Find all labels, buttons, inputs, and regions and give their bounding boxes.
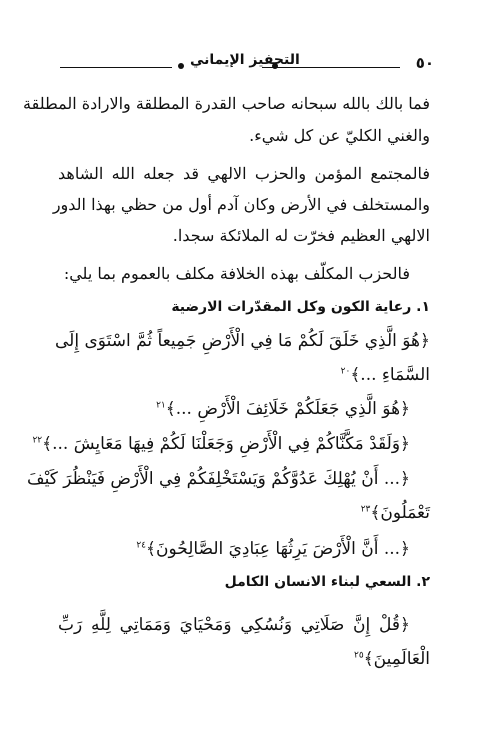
verse-20-text: السَّمَاءِ ...﴾ xyxy=(350,365,430,385)
footnote-ref-23: ٢٣ xyxy=(360,504,371,515)
footnote-ref-21: ٢١ xyxy=(156,400,166,411)
footnote-ref-22: ٢٢ xyxy=(32,435,43,446)
section-2-heading: ٢. السعي لبناء الانسان الكامل xyxy=(224,574,430,590)
verse-22-text: ﴿وَلَقَدْ مَكَّنَّاكُمْ فِي الْأَرْضِ وَجَعَلْنَا لَكُمْ فِيهَا مَعَايِشَ ...﴾ xyxy=(42,434,410,454)
paragraph-2-line-2: والمستخلف في الأرض وكان آدم أول من حظي بهذا الدور xyxy=(52,195,430,214)
footnote-ref-24: ٢٤ xyxy=(136,540,147,551)
verse-24-text: ﴿... أَنَّ الْأَرْضَ يَرِثُهَا عِبَادِيَ الصَّالِحُونَ﴾ xyxy=(146,539,410,559)
paragraph-2-line-1: فالمجتمع المؤمن والحزب الالهي قد جعله الله الشاهد xyxy=(58,164,430,183)
paragraph-1-line-2: والغني الكليّ عن كل شيء. xyxy=(249,126,430,145)
verse-25-line-1: ﴿قُلْ إِنَّ صَلَاتِي وَنُسُكِي وَمَحْيَايَ وَمَمَاتِي لِلَّهِ رَبِّ xyxy=(58,615,410,635)
verse-20-line-2 xyxy=(58,364,430,385)
verse-23-line-2 xyxy=(58,502,430,523)
paragraph-2-line-3: الالهي العظيم فخرّت له الملائكة سجدا. xyxy=(172,226,430,245)
running-header xyxy=(60,52,434,76)
verse-25-text: الْعَالَمِينَ﴾ xyxy=(363,649,430,669)
running-title: التحفيز الإيماني xyxy=(190,52,300,68)
page-number: ٥٠ xyxy=(415,54,434,72)
paragraph-1-line-1: فما بالك بالله سبحانه صاحب القدرة المطلقة والارادة المطلقة xyxy=(23,94,430,113)
verse-21 xyxy=(58,398,410,419)
paragraph-3-line-1: فالحزب المكلّف بهذه الخلافة مكلف بالعموم بما يلي: xyxy=(63,264,410,283)
verse-23-line-1: ﴿... أَنْ يُهْلِكَ عَدُوَّكُمْ وَيَسْتَخْلِفَكُمْ فِي الْأَرْضِ فَيَنْظُرَ كَيْفَ xyxy=(27,469,410,489)
section-1-heading: ١. رعاية الكون وكل المقدّرات الارضية xyxy=(171,299,430,315)
verse-24 xyxy=(58,538,410,559)
verse-21-text: ﴿هُوَ الَّذِي جَعَلَكُمْ خَلَائِفَ الْأَرْضِ ...﴾ xyxy=(165,399,410,419)
verse-22 xyxy=(32,433,410,454)
header-dot-left xyxy=(178,63,184,69)
footnote-ref-25: ٢٥ xyxy=(354,650,364,661)
verse-23-text: تَعْمَلُونَ﴾ xyxy=(370,503,430,523)
verse-25-line-2 xyxy=(58,648,430,669)
footnote-ref-20: ٢٠ xyxy=(340,366,351,377)
header-rule-left xyxy=(60,67,172,68)
verse-20-line-1: ﴿هُوَ الَّذِي خَلَقَ لَكُمْ مَا فِي الْأَرْضِ جَمِيعاً ثُمَّ اسْتَوَى إِلَى xyxy=(55,331,430,351)
